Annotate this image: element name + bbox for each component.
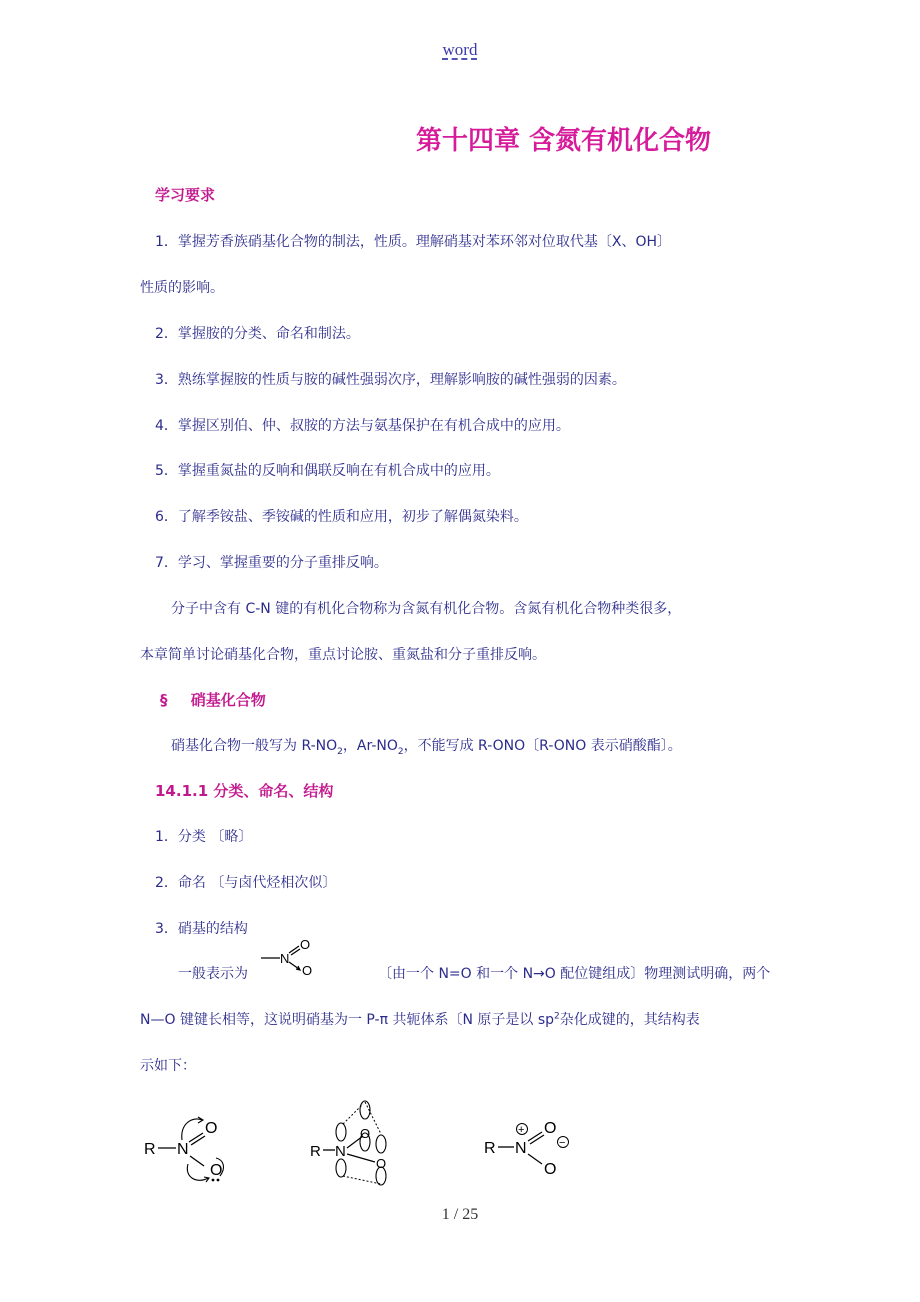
charge-separated-diagram — [482, 1118, 582, 1180]
diagram-n: N — [280, 951, 290, 966]
diagram-o: O — [544, 1161, 557, 1178]
nitro-group-icon — [258, 934, 320, 978]
nitro-formula-line — [171, 735, 682, 757]
subsection-heading: 14.1.1 分类、命名、结构 — [155, 782, 334, 800]
requirements-heading: 学习要求 — [155, 186, 216, 204]
diagram-n: N — [515, 1140, 527, 1157]
diagram-r: R — [310, 1143, 321, 1160]
subscript: 2 — [397, 746, 404, 757]
header-label[interactable]: word — [442, 40, 478, 59]
diagram-n: N — [335, 1143, 346, 1160]
structure-line-a — [140, 1009, 700, 1029]
requirement-item-7: 7．学习、掌握重要的分子重排反响。 — [155, 555, 388, 571]
requirement-item-1-cont: 性质的影响。 — [140, 280, 224, 296]
naming-item: 2．命名 〔与卤代烃相次似〕 — [155, 875, 337, 891]
nitro-resonance-diagram — [140, 1106, 240, 1186]
diagram-n: N — [177, 1141, 189, 1158]
line-a-suffix: 杂化成键的，其结构表 — [559, 1012, 700, 1028]
structure-item: 3．硝基的结构 — [155, 921, 248, 937]
diagram-o: O — [302, 963, 313, 978]
formula-mid: ，Ar-NO — [342, 738, 398, 754]
requirement-item-4: 4．掌握区别伯、仲、叔胺的方法与氨基保护在有机合成中的应用。 — [155, 418, 570, 434]
requirement-item-3: 3．熟练掌握胺的性质与胺的碱性强弱次序，理解影响胺的碱性强弱的因素。 — [155, 372, 626, 388]
diagram-o: O — [300, 937, 311, 952]
subscript: 2 — [337, 746, 343, 757]
nitro-section-heading — [160, 689, 266, 710]
diagram-o: O — [360, 1126, 371, 1141]
diagram-r: R — [144, 1141, 156, 1158]
diagram-r: R — [484, 1140, 496, 1157]
chapter-title: 第十四章 含氮有机化合物 — [416, 126, 712, 156]
requirement-item-5: 5．掌握重氮盐的反响和偶联反响在有机合成中的应用。 — [155, 463, 500, 479]
diagram-o: O — [376, 1156, 387, 1171]
intro-line-2: 本章简单讨论硝基化合物，重点讨论胺、重氮盐和分子重排反响。 — [140, 647, 546, 663]
page-number: 1 / 25 — [441, 1206, 479, 1223]
superscript: 2 — [554, 1011, 560, 1022]
line-a-prefix: N—O 键键长相等，这说明硝基为一 P-π 共轭体系〔N 原子是以 sp — [140, 1012, 555, 1028]
structure-prefix: 一般表示为 — [178, 966, 248, 982]
formula-prefix: 硝基化合物一般写为 R-NO — [171, 738, 338, 754]
classification-item: 1．分类 〔略〕 — [155, 829, 253, 845]
minus-charge-icon: − — [559, 1137, 566, 1149]
section-symbol: § — [160, 691, 168, 709]
structure-line-b: 示如下： — [140, 1058, 196, 1074]
requirement-item-1: 1．掌握芳香族硝基化合物的制法，性质。理解硝基对苯环邻对位取代基〔X、OH〕 — [155, 234, 672, 250]
plus-charge-icon: + — [518, 1124, 525, 1136]
formula-suffix: ，不能写成 R-ONO〔R-ONO 表示硝酸酯〕。 — [403, 738, 682, 754]
diagram-o: O — [544, 1120, 557, 1137]
section-title: 硝基化合物 — [190, 691, 266, 709]
structure-description: 〔由一个 N=O 和一个 N→O 配位键组成〕物理测试明确，两个 — [378, 966, 771, 982]
diagram-o: O — [210, 1162, 223, 1179]
intro-line-1: 分子中含有 C-N 键的有机化合物称为含氮有机化合物。含氮有机化合物种类很多， — [171, 601, 682, 617]
diagram-o: O — [205, 1120, 218, 1137]
p-orbital-diagram — [305, 1098, 415, 1190]
requirement-item-6: 6．了解季铵盐、季铵碱的性质和应用，初步了解偶氮染料。 — [155, 509, 528, 525]
requirement-item-2: 2．掌握胺的分类、命名和制法。 — [155, 326, 360, 342]
